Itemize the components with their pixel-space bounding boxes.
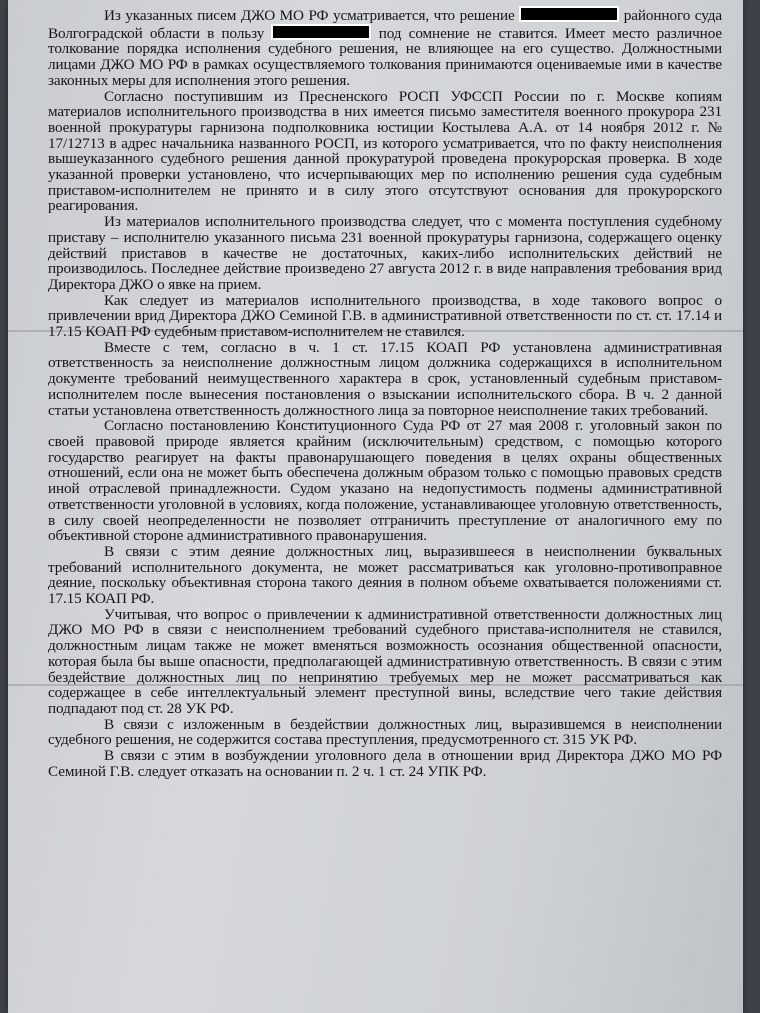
paragraph <box>48 6 722 89</box>
paragraph-text: В связи с изложенным в бездействии должностных лиц, выразившемся в неисполнении судебного решения, не содержится состава преступления, предусмотренного ст. 315 УК РФ. <box>48 715 722 749</box>
document-body <box>48 6 722 779</box>
paragraph-text: районного суда Волгоградской области в пользу <box>48 7 722 42</box>
paragraph-text: Учитывая, что вопрос о привлечении к административной ответственности должностных лиц ДЖО МО РФ в связи с неисполнением требований судебного пристава-исполнителя не ставился, должностным лицам также не может вменяться возможность осознания общественной опасности, которая была бы выше опасности, предполагающей административную ответственность. В связи с этим бездействие должностных лиц по непринятию требуемых мер не может рассматриваться как содержащее в себе интеллектуальный элемент преступной вины, вследствие чего такие действия подпадают под ст. 28 УК РФ. <box>48 605 722 717</box>
paragraph-text: Как следует из материалов исполнительного производства, в ходе такового вопрос о привлечении врид Директора ДЖО Семиной Г.В. в административной ответственности по ст. ст. 17.14 и 17.15 КОАП РФ судебным приставом-исполнителем не ставился. <box>48 291 722 341</box>
redaction-box <box>271 24 371 40</box>
redaction-box <box>519 6 619 22</box>
paragraph-text: Из материалов исполнительного производства следует, что с момента поступления судебному приставу – исполнителю указанного письма 231 военной прокуратуры гарнизона, содержащего оценку действий приставов в качестве не достаточных, каких-либо исполнительских действий не производилось. Последнее действие произведено 27 августа 2012 г. в виде направления требования врид Директора ДЖО о явке на прием. <box>48 213 722 293</box>
paragraph <box>48 293 722 340</box>
paragraph <box>48 544 722 607</box>
paragraph-text: Согласно постановлению Конституционного Суда РФ от 27 мая 2008 г. уголовный закон по своей правовой природе является крайним (исключительным) средством, с помощью которого государство реагирует на факты правонарушающего поведения в целях охраны общественных отношений, если она не может быть обеспечена должным образом только с помощью правовых средств иной отраслевой принадлежности. Судом указано на недопустимость подмены административной ответственности уголовной в условиях, когда положение, устанавливающее уголовную ответственность, в силу своей неопределенности не позволяет отграничить преступление от аналогичного ему по объективной стороне административного правонарушения. <box>48 417 722 545</box>
paragraph <box>48 748 722 779</box>
paragraph-text: Из указанных писем ДЖО МО РФ усматривается, что решение <box>104 7 520 24</box>
paragraph <box>48 607 722 717</box>
paragraph-text: Согласно поступившим из Пресненского РОСП УФССП России по г. Москве копиям материалов исполнительного производства в них имеется письмо заместителя военного прокурора 231 военной прокуратуры гарнизона подполковника юстиции Костылева А.А. от 14 ноября 2012 г. № 17/12713 в адрес начальника названного РОСП, из которого усматривается, что по факту неисполнения вышеуказанного судебного решения данной прокуратурой проведена прокурорская проверка. В ходе указанной проверки установлено, что исчерпывающих мер по исполнению решения суда судебным приставом-исполнителем не принято и в силу этого отсутствуют основания для прокурорского реагирования. <box>48 87 722 215</box>
background-right-edge <box>743 0 760 1013</box>
background-left-edge <box>0 0 8 1013</box>
paragraph <box>48 89 722 215</box>
paragraph-text: В связи с этим деяние должностных лиц, выразившееся в неисполнении буквальных требований исполнительного документа, не может рассматриваться как уголовно-противоправное деяние, поскольку объективная сторона такого деяния в полном объеме охватывается положениями ст. 17.15 КОАП РФ. <box>48 542 722 608</box>
paragraph <box>48 418 722 544</box>
paragraph <box>48 340 722 419</box>
paragraph-text: под сомнение не ставится. Имеет место различное толкование порядка исполнения судебного решения, не влияющее на его существо. Должностными лицами ДЖО МО РФ в рамках осуществляемого толкования принимаются оцениваемые ими в качестве законных меры для исполнения этого решения. <box>48 24 723 89</box>
paragraph <box>48 717 722 748</box>
paragraph <box>48 214 722 293</box>
paragraph-text: Вместе с тем, согласно в ч. 1 ст. 17.15 КОАП РФ установлена административная ответственность за неисполнение должностным лицом должника содержащихся в исполнительном документе требований неимущественного характера в срок, установленный судебным приставом-исполнителем после вынесения постановления о взыскании исполнительского сбора. В ч. 2 данной статьи установлена ответственность должностного лица за повторное неисполнение таких требований. <box>48 338 722 419</box>
paragraph-text: В связи с этим в возбуждении уголовного дела в отношении врид Директора ДЖО МО РФ Семиной Г.В. следует отказать на основании п. 2 ч. 1 ст. 24 УПК РФ. <box>48 747 722 780</box>
